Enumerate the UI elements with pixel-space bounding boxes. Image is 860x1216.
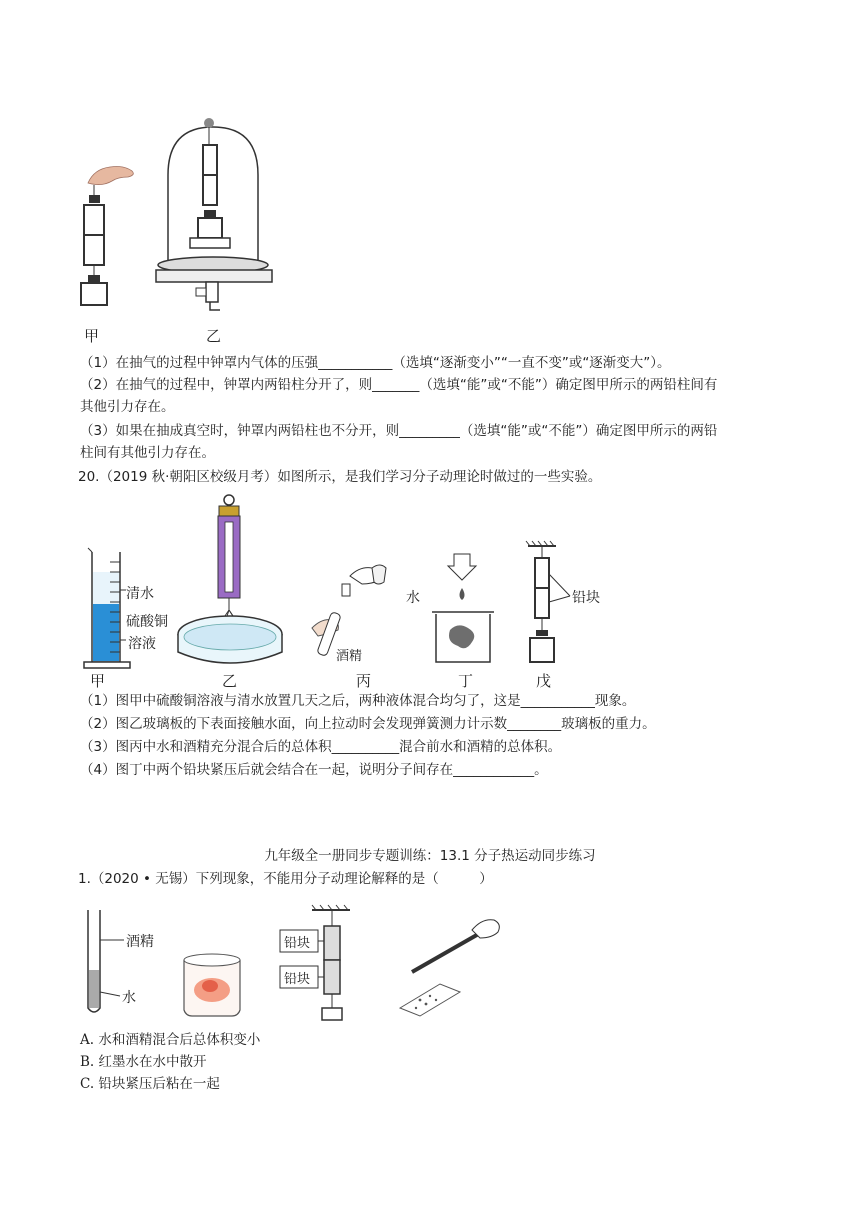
q19-item-3-line-1: （3）如果在抽成真空时，钟罩内两铅柱也不分开，则_________（选填“能”或“不能”）确定图甲所示的两铅 [80, 423, 718, 439]
q19-item-2-line-1: （2）在抽气的过程中，钟罩内两铅柱分开了，则_______（选填“能”或“不能”）确定图甲所示的两铅柱间有 [80, 377, 718, 393]
fig-top-label-jia: 甲 [84, 327, 100, 345]
figure-q1-rod-and-paper [400, 920, 499, 1016]
fig-top-label-yi: 乙 [206, 327, 222, 345]
fig-wu-lead-label: 铅块 [572, 590, 600, 606]
figure-yi-spring-scale [178, 495, 282, 663]
q1-stem: 1.（2020 • 无锡）下列现象，不能用分子动理论解释的是（ ） [78, 871, 493, 887]
fig-bing-water-label: 水 [406, 590, 420, 606]
fig-bing-alcohol-label: 酒精 [336, 649, 363, 664]
figure-yi-bell-jar [156, 118, 272, 310]
fig-q1-lead-label-1: 铅块 [284, 936, 311, 951]
fig-q20-label-bing: 丙 [356, 672, 372, 690]
q19-item-2-line-2: 其他引力存在。 [80, 399, 175, 415]
section-title: 九年级全一册同步专题训练：13.1 分子热运动同步练习 [264, 848, 596, 864]
figure-bing-pouring [312, 565, 386, 656]
figure-wu-lead-blocks [526, 541, 570, 662]
figure-q1-test-tube [88, 910, 124, 1012]
q1-option-a: A. 水和酒精混合后总体积变小 [80, 1032, 261, 1048]
top-figure [70, 105, 300, 345]
fig-q1-water-label: 水 [122, 990, 136, 1006]
fig-q20-label-yi: 乙 [222, 672, 238, 690]
fig-jia-water-label: 清水 [126, 586, 154, 602]
fig-q1-lead-label-2: 铅块 [284, 972, 311, 987]
q20-item-4: （4）图丁中两个铅块紧压后就会结合在一起，说明分子间存在____________。 [80, 762, 548, 778]
q1-option-c: C. 铅块紧压后粘在一起 [80, 1076, 220, 1092]
figure-ding-beaker [432, 554, 494, 662]
q1-figure [80, 904, 520, 1024]
fig-q20-label-jia: 甲 [90, 672, 106, 690]
fig-jia-solution-label-2: 溶液 [128, 636, 156, 652]
fig-q20-label-wu: 戊 [536, 672, 552, 690]
q19-item-3-line-2: 柱间有其他引力存在。 [80, 445, 215, 461]
q19-item-1: （1）在抽气的过程中钟罩内气体的压强___________（选填“逐渐变小”“一直不变”或“逐渐变大”）。 [80, 355, 671, 371]
q20-figure [80, 492, 620, 692]
q1-option-b: B. 红墨水在水中散开 [80, 1054, 207, 1070]
figure-jia-cylinder [84, 548, 130, 668]
q20-item-1: （1）图甲中硫酸铜溶液与清水放置几天之后，两种液体混合均匀了，这是___________现象。 [80, 693, 636, 709]
fig-q1-alcohol-label: 酒精 [126, 934, 154, 950]
q20-stem: 20.（2019 秋·朝阳区校级月考）如图所示，是我们学习分子动理论时做过的一些实验。 [78, 469, 602, 485]
q20-item-2: （2）图乙玻璃板的下表面接触水面，向上拉动时会发现弹簧测力计示数________玻璃板的重力。 [80, 716, 656, 732]
fig-jia-solution-label-1: 硫酸铜 [126, 614, 168, 630]
figure-jia-lead-cylinders [81, 167, 133, 306]
figure-q1-beaker-red-ink [184, 954, 240, 1016]
q20-item-3: （3）图丙中水和酒精充分混合后的总体积__________混合前水和酒精的总体积。 [80, 739, 562, 755]
fig-q20-label-ding: 丁 [458, 672, 474, 690]
figure-q1-lead-blocks [280, 905, 350, 1020]
